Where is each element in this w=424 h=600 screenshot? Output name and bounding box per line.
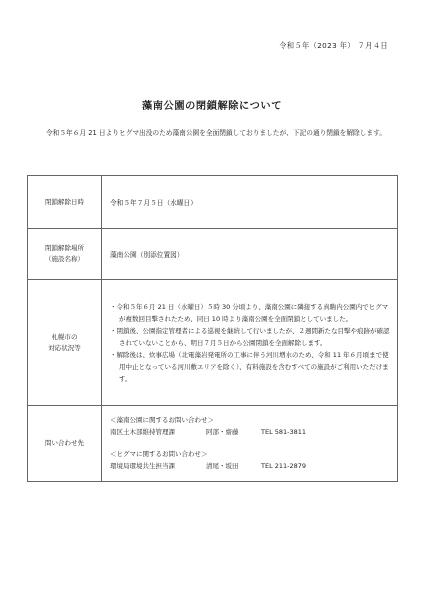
- contact-group1-title: ＜藻南公園に関するお問い合わせ＞: [110, 416, 214, 424]
- contact-group2-line: [110, 461, 393, 473]
- contact-group1-tel: TEL 581-3811: [261, 427, 307, 436]
- head-status: [28, 280, 102, 406]
- reopen-place-text: 藻南公園（別添位置図）: [110, 251, 184, 259]
- value-reopen-date: [102, 176, 398, 229]
- status-bullet-1: ・令和５年６月 21 日（水曜日）５時 30 分頃より、藻南公園に隣接する真駒内公園内でヒグマが複数回目撃されたため、同日 10 時より藻南公園を全面閉鎖としていました。: [110, 302, 389, 323]
- contact-group2-people: 清尾・坂田: [206, 461, 239, 470]
- row-contact: [28, 406, 398, 482]
- status-bullet-3: ・解除後は、炊事広場（北電藻岩発電所の工事に伴う河川増水のため、令和 11 年６月頃まで使用中止となっている河川敷エリアを除く）、有料施設を含むすべての施設がご利用いただけます。: [110, 350, 389, 383]
- contact-group2-org: 環境局環境共生担当課: [110, 461, 175, 470]
- value-contact: [102, 406, 398, 482]
- row-status: [28, 280, 398, 406]
- document-title: 藻南公園の閉鎖解除について: [141, 101, 283, 112]
- head-place-line1: 閉鎖解除場所: [45, 244, 84, 252]
- row-reopen-place: [28, 229, 398, 280]
- contact-group2-title: ＜ヒグマに関するお問い合わせ＞: [110, 450, 208, 458]
- contact-group1-line: [110, 427, 393, 439]
- info-table: [27, 175, 398, 482]
- head-place-line2: （施設名称）: [45, 255, 84, 263]
- head-reopen-place: [28, 229, 102, 280]
- contact-group2-tel: TEL 211-2879: [261, 461, 307, 470]
- head-status-line1: 札幌市の: [51, 332, 78, 341]
- head-contact: 問い合わせ先: [28, 406, 102, 482]
- row-reopen-date: [28, 176, 398, 229]
- head-status-line2: 対応状況等: [48, 343, 81, 352]
- status-bullet-2: ・閉鎖後、公園指定管理者による巡視を継続して行いましたが、２週間新たな目撃や痕跡が確認されていないことから、明日７月５日から公園閉鎖を全面解除します。: [110, 326, 390, 347]
- document-date: 令和５年（2023 年） ７月４日: [279, 41, 388, 50]
- head-reopen-date: 閉鎖解除日時: [28, 176, 102, 229]
- reopen-date-text: 令和５年７月５日（水曜日）: [110, 199, 197, 207]
- value-reopen-place: [102, 229, 398, 280]
- contact-group1-org: 南区土木部維持管理課: [110, 427, 175, 436]
- value-status: [102, 280, 398, 406]
- intro-paragraph: 令和５年６月 21 日よりヒグマ出没のため藻南公園を全面閉鎖しておりましたが、下記の通り閉鎖を解除します。: [46, 129, 386, 137]
- contact-group1-people: 阿部・齋藤: [206, 427, 239, 436]
